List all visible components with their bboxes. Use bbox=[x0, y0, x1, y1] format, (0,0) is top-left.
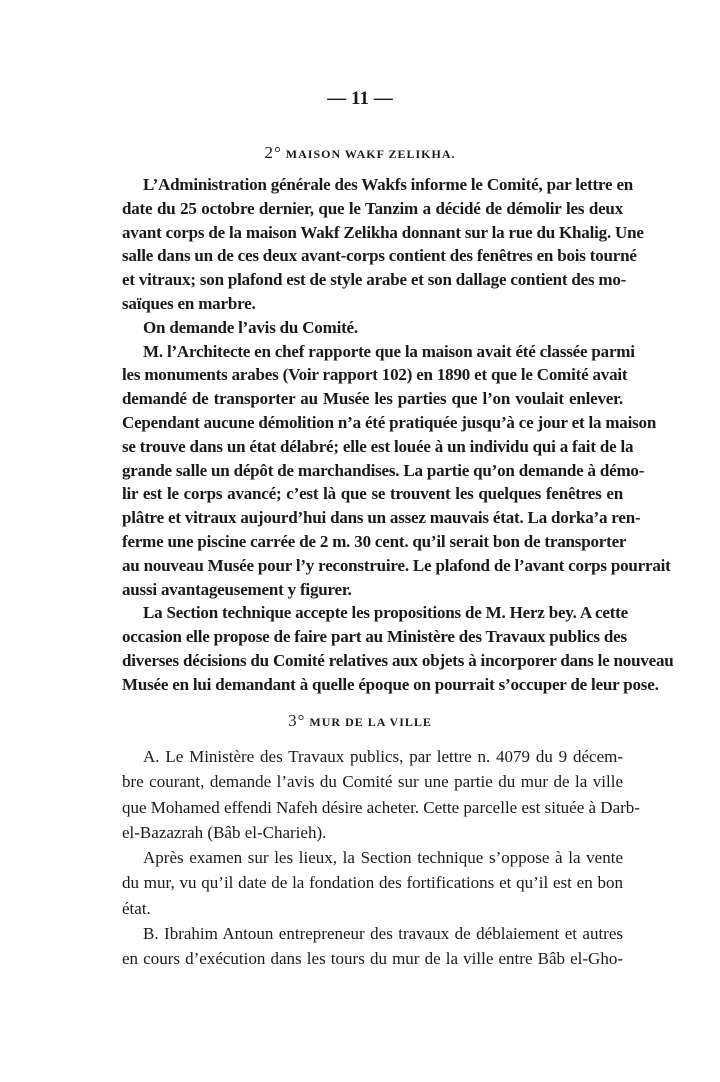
text-line: La Section technique accepte les propositions de M. Herz bey. A cette bbox=[143, 603, 628, 623]
text-line: avant corps de la maison Wakf Zelikha donnant sur la rue du Khalig. Une bbox=[122, 222, 644, 242]
section-heading-2 bbox=[0, 143, 720, 163]
text-line: Musée en lui demandant à quelle époque on pourrait s’occuper de leur pose. bbox=[122, 674, 659, 694]
text-line: état. bbox=[122, 898, 151, 918]
page-number: — 11 — bbox=[327, 88, 393, 109]
section-heading-3 bbox=[0, 711, 720, 731]
text-line: salle dans un de ces deux avant-corps contient des fenêtres en bois tourné bbox=[122, 246, 637, 266]
text-line: Cependant aucune démolition n’a été pratiquée jusqu’à ce jour et la maison bbox=[122, 412, 657, 432]
text-line: aussi avantageusement y figurer. bbox=[122, 579, 352, 599]
text-line: en cours d’exécution dans les tours du mur de la ville entre Bâb el-Gho- bbox=[122, 949, 623, 968]
text-line: que Mohamed effendi Nafeh désire acheter. Cette parcelle est située à Darb- bbox=[122, 797, 640, 817]
text-line: du mur, vu qu’il date de la fondation des fortifications et qu’il est en bon bbox=[122, 873, 623, 893]
section-3-body bbox=[122, 744, 640, 971]
section-title: MAISON WAKF ZELIKHA. bbox=[285, 147, 456, 161]
text-line: se trouve dans un état délabré; elle est louée à un individu qui a fait de la bbox=[122, 436, 634, 456]
section-title: MUR DE LA VILLE bbox=[309, 715, 432, 729]
text-line: el-Bazazrah (Bâb el-Charieh). bbox=[122, 822, 327, 842]
text-line: On demande l’avis du Comité. bbox=[143, 317, 358, 337]
text-line: les monuments arabes (Voir rapport 102) en 1890 et que le Comité avait bbox=[122, 365, 628, 385]
text-line: A. Le Ministère des Travaux publics, par lettre n. 4079 du 9 décem- bbox=[143, 747, 623, 766]
text-line: L’Administration générale des Wakfs informe le Comité, par lettre en bbox=[143, 175, 634, 194]
text-line: occasion elle propose de faire part au Ministère des Travaux publics des bbox=[122, 627, 627, 647]
text-line: diverses décisions du Comité relatives aux objets à incorporer dans le nouveau bbox=[122, 650, 674, 670]
text-line: lir est le corps avancé; c’est là que se trouvent les quelques fenêtres en bbox=[122, 484, 623, 504]
text-line: date du 25 octobre dernier, que le Tanzim a décidé de démolir les deux bbox=[122, 198, 623, 218]
text-line: B. Ibrahim Antoun entrepreneur des travaux de déblaiement et autres bbox=[143, 923, 623, 943]
text-line: Après examen sur les lieux, la Section technique s’oppose à la vente bbox=[143, 848, 623, 867]
text-line: grande salle un dépôt de marchandises. La partie qu’on demande à démo- bbox=[122, 460, 645, 480]
text-line: et vitraux; son plafond est de style arabe et son dallage contient des mo- bbox=[122, 270, 627, 290]
text-line: au nouveau Musée pour l’y reconstruire. Le plafond de l’avant corps pourrait bbox=[122, 555, 671, 575]
section-2-body bbox=[122, 173, 674, 697]
text-line: M. l’Architecte en chef rapporte que la maison avait été classée parmi bbox=[143, 341, 635, 361]
text-line: demandé de transporter au Musée les parties que l’on voulait enlever. bbox=[122, 389, 623, 409]
text-line: bre courant, demande l’avis du Comité sur une partie du mur de la ville bbox=[122, 772, 623, 792]
section-number: 2° bbox=[264, 143, 282, 162]
text-line: plâtre et vitraux aujourd’hui dans un assez mauvais état. La dorka’a ren- bbox=[122, 508, 641, 528]
text-line: saïques en marbre. bbox=[122, 293, 256, 313]
section-number: 3° bbox=[288, 711, 306, 730]
text-line: ferme une piscine carrée de 2 m. 30 cent. qu’il serait bon de transporter bbox=[122, 531, 627, 551]
